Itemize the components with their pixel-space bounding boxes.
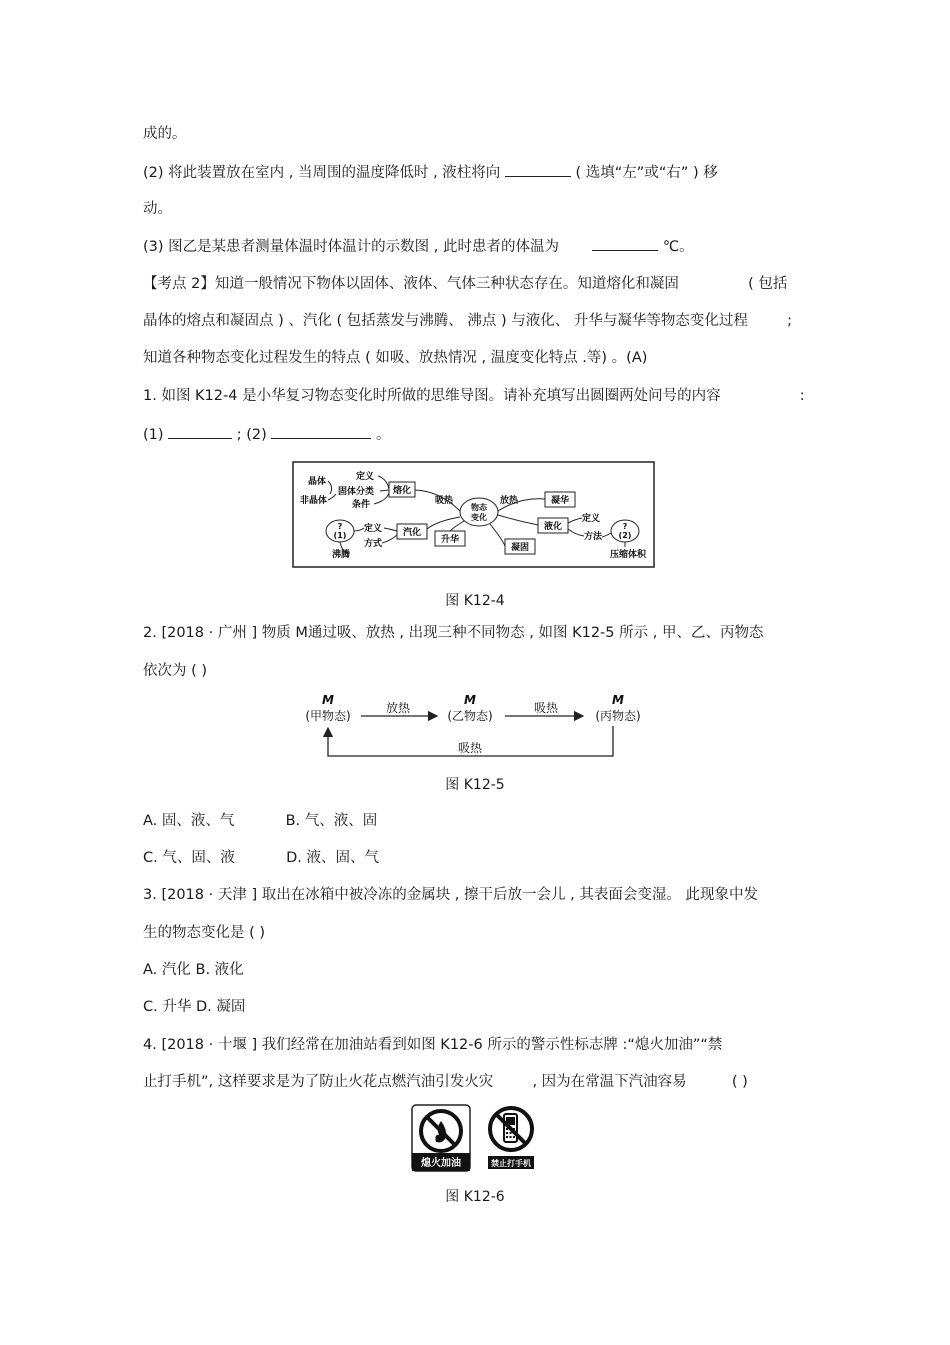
option-d[interactable]: D. 液、固、气	[286, 850, 379, 866]
q2-num: (2)	[618, 531, 632, 540]
line-13	[143, 848, 379, 868]
box-vapor: 汽化	[402, 528, 422, 538]
figure-caption-k12-4: 图 K12-4	[445, 593, 505, 609]
option-a[interactable]: A. 固、液、气	[143, 813, 235, 829]
line-18	[143, 1035, 722, 1055]
text: 。	[376, 427, 391, 443]
option-b[interactable]: B. 气、液、固	[285, 813, 378, 829]
arrow-label-back: 吸热	[457, 741, 483, 755]
answer-blank[interactable]	[592, 236, 658, 251]
label-compress: 压缩体积	[610, 550, 647, 560]
line-2	[143, 162, 718, 183]
no-fire-sign-icon	[412, 1105, 470, 1171]
sign-left-label: 熄火加油	[421, 1158, 461, 1169]
state-1: (甲物态)	[305, 709, 351, 723]
label-release: 放热	[500, 496, 519, 506]
text: , 因为在常温下汽油容易	[532, 1074, 687, 1090]
text: 【考点 2】知道一般情况下物体以固体、液体、气体三种状态存在。知道熔化和凝固	[143, 276, 679, 292]
text: 1. 如图 K12-4 是小华复习物态变化时所做的思维导图。请补充填写出圆圈两处问号的内容	[143, 388, 721, 404]
text: 生的物态变化是 ( )	[143, 925, 266, 941]
line-4	[143, 236, 694, 257]
label-def2: 定义	[364, 524, 383, 534]
q2-mark: ?	[622, 522, 628, 531]
line-16	[143, 960, 244, 980]
text: ( )	[731, 1074, 748, 1090]
label-absorb: 吸热	[435, 496, 454, 506]
q1-mark: ?	[337, 522, 343, 531]
text: 成的。	[143, 126, 187, 142]
text: :	[799, 388, 805, 404]
line-8	[143, 386, 805, 406]
box-sublime: 升华	[440, 535, 460, 545]
line-15	[143, 923, 265, 943]
text: 动。	[143, 201, 172, 217]
figure-caption-k12-5: 图 K12-5	[445, 777, 505, 793]
line-10	[143, 623, 763, 643]
line-17	[143, 997, 245, 1017]
box-melting: 熔化	[392, 486, 412, 496]
label-noncrystal: 非晶体	[300, 496, 328, 506]
text: ℃。	[662, 239, 694, 255]
center-1: 物态	[471, 503, 487, 512]
line-9	[143, 424, 391, 445]
label-cond: 条件	[352, 500, 371, 510]
state-m2: M	[464, 693, 476, 707]
label-method2: 方法	[584, 532, 603, 542]
label-method: 方式	[364, 539, 383, 549]
text: ( 包括	[748, 276, 788, 292]
center-2: 变化	[471, 513, 487, 522]
label-boiling: 沸腾	[332, 550, 351, 560]
text: A. 汽化 B. 液化	[143, 962, 244, 978]
box-liquefy: 液化	[543, 522, 563, 532]
text: 4. [2018 · 十堰 ] 我们经常在加油站看到如图 K12-6 所示的警示性标志牌 :“熄火加油”“禁	[143, 1037, 723, 1053]
no-phone-sign-icon	[488, 1108, 534, 1169]
text: ( 选填“左”或“右” ) 移	[575, 165, 718, 181]
text: (1)	[143, 427, 164, 443]
text: (2) 将此装置放在室内 , 当周围的温度降低时 , 液柱将向	[143, 165, 501, 181]
text: 止打手机”, 这样要求是为了防止火花点燃汽油引发火灾	[143, 1074, 494, 1090]
state-flow-figure	[295, 690, 655, 762]
arrow-label-2: 吸热	[533, 701, 559, 715]
answer-blank-1[interactable]	[168, 424, 232, 439]
text: 知道各种物态变化过程发生的特点 ( 如吸、放热情况 , 温度变化特点 .等) 。(A)	[143, 350, 648, 366]
sign-right-label: 禁止打手机	[491, 1159, 531, 1168]
answer-blank-2[interactable]	[271, 424, 371, 439]
text: ;	[787, 313, 792, 329]
text: 3. [2018 · 天津 ] 取出在冰箱中被冷冻的金属块 , 擦干后放一会儿 , 其表面会变湿。 此现象中发	[143, 887, 758, 903]
q1-num: (1)	[333, 531, 347, 540]
text: 2. [2018 · 广州 ] 物质 M通过吸、放热 , 出现三种不同物态 , 如图 K12-5 所示 , 甲、乙、丙物态	[143, 625, 764, 641]
box-freeze: 凝固	[510, 543, 530, 553]
text: ; (2)	[236, 427, 267, 443]
warning-signs-figure	[410, 1104, 540, 1172]
state-m3: M	[612, 693, 624, 707]
label-def3: 定义	[582, 514, 601, 524]
line-5	[143, 274, 787, 294]
mind-map-figure	[292, 461, 656, 569]
text: C. 升华 D. 凝固	[143, 999, 246, 1015]
text: 晶体的熔点和凝固点 ) 、汽化 ( 包括蒸发与沸腾、 沸点 ) 与液化、 升华与凝华等物态变化过程	[143, 313, 748, 329]
line-19	[143, 1072, 748, 1092]
state-2: (乙物态)	[447, 709, 493, 723]
text: 依次为 ( )	[143, 663, 208, 679]
option-c[interactable]: C. 气、固、液	[143, 850, 235, 866]
text: (3) 图乙是某患者测量体温时体温计的示数图 , 此时患者的体温为	[143, 239, 559, 255]
box-desub: 凝华	[550, 496, 570, 506]
line-12	[143, 811, 377, 831]
state-m1: M	[322, 693, 334, 707]
label-def1: 定义	[356, 472, 375, 482]
line-14	[143, 885, 758, 905]
line-1	[143, 124, 187, 144]
label-crystal: 晶体	[308, 477, 327, 487]
line-6	[143, 311, 792, 331]
state-3: (丙物态)	[595, 709, 641, 723]
line-11	[143, 661, 207, 681]
line-7	[143, 348, 647, 368]
answer-blank[interactable]	[505, 162, 571, 177]
line-3	[143, 199, 172, 219]
arrow-label-1: 放热	[385, 701, 411, 715]
label-solid-cls: 固体分类	[338, 487, 375, 497]
figure-caption-k12-6: 图 K12-6	[445, 1189, 505, 1205]
